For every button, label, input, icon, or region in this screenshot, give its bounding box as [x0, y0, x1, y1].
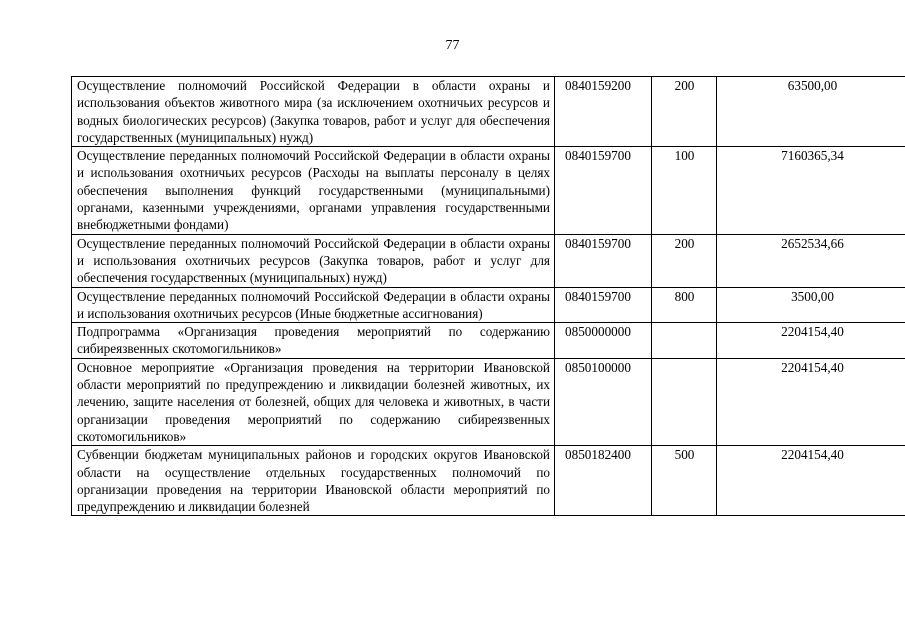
table-row [72, 323, 905, 359]
row-amount: 3500,00 [717, 287, 905, 323]
budget-table [71, 76, 905, 516]
row-amount: 2652534,66 [717, 234, 905, 287]
row-code: 0840159200 [555, 77, 652, 147]
row-description: Осуществление полномочий Российской Федерации в области охраны и использования объектов животного мира (за исключением охотничьих ресурсов и водных биологических ресурсов) (Закупка товаров, работ и услуг для обеспечения государственных (муниципальных) нужд) [72, 77, 555, 147]
row-description: Осуществление переданных полномочий Российской Федерации в области охраны и использования охотничьих ресурсов (Расходы на выплаты персоналу в целях обеспечения выполнения функций государственными (муниципальными) органами, казенными учреждениями, органами управления государственными внебюджетными фондами) [72, 147, 555, 234]
row-description: Основное мероприятие «Организация проведения на территории Ивановской области мероприятий по предупреждению и ликвидации болезней животных, их лечению, защите населения от болезней, общих для человека и животных, в части организации проведения мероприятий по содержанию сибиреязвенных скотомогильников» [72, 358, 555, 445]
row-description: Осуществление переданных полномочий Российской Федерации в области охраны и использования охотничьих ресурсов (Иные бюджетные ассигнования) [72, 287, 555, 323]
table-row [72, 147, 905, 234]
row-description: Подпрограмма «Организация проведения мероприятий по содержанию сибиреязвенных скотомогильников» [72, 323, 555, 359]
row-expense-type: 800 [652, 287, 717, 323]
table-row [72, 77, 905, 147]
row-code: 0840159700 [555, 147, 652, 234]
table-row [72, 287, 905, 323]
row-amount: 63500,00 [717, 77, 905, 147]
row-amount: 2204154,40 [717, 358, 905, 445]
table-row [72, 358, 905, 445]
table-row [72, 234, 905, 287]
row-expense-type: 500 [652, 446, 717, 516]
row-code: 0850000000 [555, 323, 652, 359]
row-expense-type: 100 [652, 147, 717, 234]
row-amount: 2204154,40 [717, 323, 905, 359]
row-description: Субвенции бюджетам муниципальных районов и городских округов Ивановской области на осуществление отдельных государственных полномочий по организации проведения на территории Ивановской области мероприятий по предупреждению и ликвидации болезней [72, 446, 555, 516]
table-row [72, 446, 905, 516]
row-code: 0840159700 [555, 234, 652, 287]
page-number: 77 [445, 38, 460, 53]
row-code: 0840159700 [555, 287, 652, 323]
row-code: 0850100000 [555, 358, 652, 445]
row-amount: 2204154,40 [717, 446, 905, 516]
row-expense-type: 200 [652, 77, 717, 147]
row-expense-type [652, 323, 717, 359]
row-amount: 7160365,34 [717, 147, 905, 234]
row-expense-type [652, 358, 717, 445]
row-description: Осуществление переданных полномочий Российской Федерации в области охраны и использования охотничьих ресурсов (Закупка товаров, работ и услуг для обеспечения государственных (муниципальных) нужд) [72, 234, 555, 287]
row-code: 0850182400 [555, 446, 652, 516]
row-expense-type: 200 [652, 234, 717, 287]
